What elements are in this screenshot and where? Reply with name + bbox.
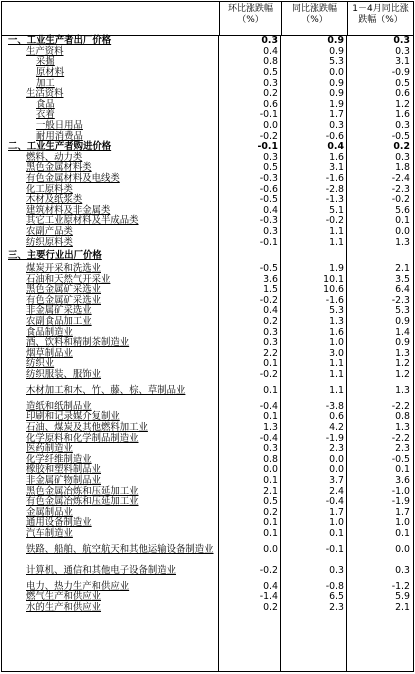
row-yoy-value: 0.0 bbox=[329, 464, 344, 476]
row-label: 非金属矿采选业 bbox=[26, 305, 92, 317]
row-mom-value: 0.3 bbox=[263, 326, 278, 338]
row-ytd-value: 0.5 bbox=[395, 77, 410, 89]
section-row bbox=[2, 142, 413, 153]
row-label: 计算机、通信和其他电子设备制造业 bbox=[26, 564, 177, 576]
row-mom-value: 0.1 bbox=[263, 384, 278, 396]
row-ytd-value: 2.1 bbox=[395, 602, 410, 614]
row-ytd-value: 0.9 bbox=[395, 316, 410, 328]
row-yoy-value: 0.6 bbox=[329, 411, 344, 423]
row-yoy-value: 0.9 bbox=[329, 45, 344, 57]
row-yoy-value: -3.8 bbox=[325, 400, 344, 412]
row-ytd-value: 0.0 bbox=[395, 543, 410, 555]
row-yoy-value: -1.9 bbox=[325, 432, 344, 444]
row-yoy-value: 6.5 bbox=[329, 591, 344, 603]
row-yoy-value: 1.6 bbox=[329, 326, 344, 338]
row-yoy-value: -2.8 bbox=[325, 183, 344, 195]
row-yoy-value: 1.9 bbox=[329, 263, 344, 275]
row-label: 一般日用品 bbox=[36, 120, 83, 132]
row-mom-value: 0.5 bbox=[263, 496, 278, 508]
table-row bbox=[2, 529, 413, 540]
table-row bbox=[2, 121, 413, 132]
row-label: 汽车制造业 bbox=[26, 527, 73, 539]
row-yoy-value: 4.2 bbox=[329, 421, 344, 433]
row-label: 加工 bbox=[36, 77, 55, 89]
row-yoy-value: -0.6 bbox=[325, 130, 344, 142]
row-mom-value: -0.2 bbox=[259, 369, 278, 380]
row-yoy-value: -0.1 bbox=[325, 543, 344, 555]
row-ytd-value: -2.2 bbox=[391, 400, 410, 412]
row-yoy-value: 10.1 bbox=[323, 273, 344, 285]
row-mom-value: 0.4 bbox=[263, 204, 278, 216]
row-mom-value: -0.3 bbox=[259, 173, 278, 185]
row-mom-value: 0.0 bbox=[263, 464, 278, 476]
row-mom-value: 0.3 bbox=[263, 225, 278, 237]
row-label: 造纸和纸制品业 bbox=[26, 400, 92, 412]
row-mom-value: 0.2 bbox=[263, 602, 278, 614]
row-mom-value: -0.1 bbox=[259, 236, 278, 248]
section-row bbox=[2, 248, 413, 264]
row-mom-value: 0.5 bbox=[263, 162, 278, 174]
row-label: 燃料、动力类 bbox=[26, 151, 83, 163]
row-yoy-value: 5.1 bbox=[329, 204, 344, 216]
row-yoy-value: 0.9 bbox=[327, 35, 344, 47]
row-ytd-value: 3.6 bbox=[395, 474, 410, 486]
row-yoy-value: 0.3 bbox=[329, 120, 344, 132]
row-label: 食品 bbox=[36, 98, 55, 110]
row-ytd-value: 0.1 bbox=[395, 527, 410, 539]
row-label: 烟草制品业 bbox=[26, 347, 73, 359]
header-blank-cell bbox=[2, 2, 219, 35]
row-yoy-value: -1.3 bbox=[325, 194, 344, 206]
row-ytd-value: -2.4 bbox=[391, 173, 410, 185]
table-row bbox=[2, 285, 413, 296]
row-yoy-value: -0.4 bbox=[325, 496, 344, 508]
row-label: 农副产品类 bbox=[26, 225, 73, 237]
row-ytd-value: -1.0 bbox=[391, 485, 410, 497]
row-ytd-value: 5.3 bbox=[395, 305, 410, 317]
row-yoy-value: 5.3 bbox=[329, 305, 344, 317]
row-yoy-value: -0.8 bbox=[325, 580, 344, 592]
row-mom-value: 2.2 bbox=[263, 347, 278, 359]
row-mom-value: -0.5 bbox=[259, 263, 278, 275]
row-yoy-value: 1.9 bbox=[329, 98, 344, 110]
table-row bbox=[2, 317, 413, 328]
row-mom-value: 1.5 bbox=[263, 284, 278, 296]
row-mom-value: -0.2 bbox=[259, 130, 278, 142]
row-ytd-value: 0.3 bbox=[395, 151, 410, 163]
row-label: 黑色金属材料类 bbox=[26, 162, 92, 174]
row-ytd-value: 0.2 bbox=[393, 141, 410, 153]
row-ytd-value: 1.4 bbox=[395, 326, 410, 338]
price-index-table bbox=[1, 1, 414, 672]
row-label: 化学原料和化学制品制造业 bbox=[26, 432, 139, 444]
row-label: 生产资料 bbox=[26, 45, 64, 57]
row-ytd-value: 1.6 bbox=[395, 109, 410, 121]
row-label: 橡胶和塑料制品业 bbox=[26, 464, 102, 476]
row-ytd-value: 0.3 bbox=[395, 45, 410, 57]
row-ytd-value: 0.9 bbox=[395, 337, 410, 349]
row-ytd-value: 1.2 bbox=[395, 98, 410, 110]
row-label: 医药制造业 bbox=[26, 443, 73, 455]
row-label: 水的生产和供应业 bbox=[26, 602, 102, 614]
row-yoy-value: -1.6 bbox=[325, 173, 344, 185]
row-mom-value: 0.0 bbox=[263, 120, 278, 132]
row-ytd-value: -1.9 bbox=[391, 496, 410, 508]
row-mom-value: -0.6 bbox=[259, 183, 278, 195]
row-ytd-value: 1.3 bbox=[395, 236, 410, 248]
row-ytd-value: 1.3 bbox=[395, 347, 410, 359]
row-mom-value: 0.2 bbox=[263, 88, 278, 100]
table-row bbox=[2, 174, 413, 185]
row-yoy-value: 1.7 bbox=[329, 109, 344, 121]
row-ytd-value: 1.8 bbox=[395, 162, 410, 174]
row-label: 农副食品加工业 bbox=[26, 316, 92, 328]
section-row bbox=[2, 36, 413, 47]
row-yoy-value: 0.3 bbox=[329, 564, 344, 576]
table-row bbox=[2, 195, 413, 206]
row-ytd-value: 2.1 bbox=[395, 263, 410, 275]
row-label: 食品制造业 bbox=[26, 326, 73, 338]
row-ytd-value: 0.1 bbox=[395, 464, 410, 476]
row-mom-value: -0.5 bbox=[259, 194, 278, 206]
row-label: 金属制品业 bbox=[26, 506, 73, 518]
row-ytd-value: -0.2 bbox=[391, 194, 410, 206]
row-yoy-value: 1.3 bbox=[329, 316, 344, 328]
row-mom-value: -0.4 bbox=[259, 432, 278, 444]
row-ytd-value: 3.5 bbox=[395, 273, 410, 285]
table-row bbox=[2, 349, 413, 360]
row-mom-value: 0.4 bbox=[263, 45, 278, 57]
table-row bbox=[2, 100, 413, 111]
row-label: 燃气生产和供应业 bbox=[26, 591, 102, 603]
row-ytd-value: 5.6 bbox=[395, 204, 410, 216]
row-label: 煤炭开采和洗选业 bbox=[26, 263, 102, 275]
row-ytd-value: -2.3 bbox=[391, 294, 410, 306]
table-row bbox=[2, 370, 413, 381]
row-label: 化学纤维制造业 bbox=[26, 453, 92, 465]
row-label: 三、主要行业出厂价格 bbox=[8, 249, 102, 261]
row-ytd-value: 0.0 bbox=[395, 225, 410, 237]
header-ytd: 1－4月同比涨跌幅（%） bbox=[347, 2, 413, 35]
row-mom-value: 3.6 bbox=[263, 273, 278, 285]
row-label: 非金属矿物制品业 bbox=[26, 474, 102, 486]
row-ytd-value: 0.6 bbox=[395, 88, 410, 100]
row-mom-value: 0.3 bbox=[261, 35, 278, 47]
row-yoy-value: 0.4 bbox=[327, 141, 344, 153]
row-yoy-value: 0.1 bbox=[329, 527, 344, 539]
row-ytd-value: 0.8 bbox=[395, 411, 410, 423]
row-mom-value: -0.2 bbox=[259, 294, 278, 306]
row-yoy-value: 0.0 bbox=[329, 453, 344, 465]
table-row bbox=[2, 380, 413, 401]
row-mom-value: 2.1 bbox=[263, 485, 278, 497]
row-label: 石油、煤炭及其他燃料加工业 bbox=[26, 421, 148, 433]
row-label: 铁路、船舶、航空航天和其他运输设备制造业 bbox=[26, 543, 214, 555]
row-mom-value: 0.3 bbox=[263, 151, 278, 163]
row-label: 木材加工和木、竹、藤、棕、草制品业 bbox=[26, 384, 186, 396]
row-ytd-value: -0.5 bbox=[391, 453, 410, 465]
row-ytd-value: -2.3 bbox=[391, 183, 410, 195]
row-label: 电力、热力生产和供应业 bbox=[26, 580, 130, 592]
table-row bbox=[2, 89, 413, 100]
row-yoy-value: 1.6 bbox=[329, 151, 344, 163]
row-mom-value: -0.3 bbox=[259, 215, 278, 227]
row-mom-value: 0.1 bbox=[263, 358, 278, 370]
table-row bbox=[2, 539, 413, 560]
row-label: 耐用消费品 bbox=[36, 130, 83, 142]
row-ytd-value: 1.2 bbox=[395, 369, 410, 380]
row-label: 有色金属矿采选业 bbox=[26, 294, 102, 306]
row-ytd-value: 5.9 bbox=[395, 591, 410, 603]
row-yoy-value: 1.1 bbox=[329, 358, 344, 370]
row-yoy-value: 2.4 bbox=[329, 485, 344, 497]
row-ytd-value: 6.4 bbox=[395, 284, 410, 296]
row-yoy-value: -1.6 bbox=[325, 294, 344, 306]
row-label: 建筑材料及非金属类 bbox=[26, 204, 111, 216]
row-label: 衣着 bbox=[36, 109, 55, 121]
table-row bbox=[2, 47, 413, 58]
row-ytd-value: 0.3 bbox=[395, 564, 410, 576]
row-label: 一、工业生产者出厂价格 bbox=[8, 35, 112, 47]
row-ytd-value: 1.0 bbox=[395, 517, 410, 529]
row-yoy-value: 10.6 bbox=[323, 284, 344, 296]
row-mom-value: 0.3 bbox=[263, 337, 278, 349]
row-label: 黑色金属冶炼和压延加工业 bbox=[26, 485, 139, 497]
table-row bbox=[2, 444, 413, 455]
row-label: 有色金属材料及电线类 bbox=[26, 173, 120, 185]
row-mom-value: 0.3 bbox=[263, 443, 278, 455]
row-ytd-value: 1.3 bbox=[395, 384, 410, 396]
row-yoy-value: 3.7 bbox=[329, 474, 344, 486]
row-ytd-value: 0.1 bbox=[395, 215, 410, 227]
row-mom-value: 0.2 bbox=[263, 316, 278, 328]
row-mom-value: 0.2 bbox=[263, 506, 278, 518]
row-mom-value: 0.0 bbox=[263, 543, 278, 555]
row-mom-value: 0.3 bbox=[263, 77, 278, 89]
row-mom-value: 0.1 bbox=[263, 527, 278, 539]
row-yoy-value: 0.9 bbox=[329, 88, 344, 100]
row-yoy-value: 0.0 bbox=[329, 67, 344, 79]
row-ytd-value: -2.2 bbox=[391, 432, 410, 444]
table-row bbox=[2, 603, 413, 614]
row-label: 纺织业 bbox=[26, 358, 55, 370]
row-yoy-value: 3.1 bbox=[329, 162, 344, 174]
row-ytd-value: 1.2 bbox=[395, 358, 410, 370]
row-yoy-value: 1.1 bbox=[329, 225, 344, 237]
row-mom-value: 0.1 bbox=[263, 474, 278, 486]
row-mom-value: 1.3 bbox=[263, 421, 278, 433]
row-label: 通用设备制造业 bbox=[26, 517, 92, 529]
row-label: 二、工业生产者购进价格 bbox=[8, 141, 112, 153]
row-label: 其它工业原材料及半成品类 bbox=[26, 215, 139, 227]
row-ytd-value: -0.9 bbox=[391, 67, 410, 79]
table-body bbox=[2, 36, 413, 672]
row-ytd-value: 3.1 bbox=[395, 56, 410, 68]
table-row bbox=[2, 423, 413, 434]
row-mom-value: 0.1 bbox=[263, 411, 278, 423]
row-ytd-value: -0.5 bbox=[391, 130, 410, 142]
row-ytd-value: 2.3 bbox=[395, 443, 410, 455]
row-yoy-value: 2.3 bbox=[329, 602, 344, 614]
row-label: 木材及纸浆类 bbox=[26, 194, 83, 206]
row-yoy-value: 1.0 bbox=[329, 337, 344, 349]
row-mom-value: -0.1 bbox=[259, 109, 278, 121]
table-row bbox=[2, 560, 413, 581]
row-ytd-value: 0.3 bbox=[393, 35, 410, 47]
row-ytd-value: -1.2 bbox=[391, 580, 410, 592]
row-yoy-value: 5.3 bbox=[329, 56, 344, 68]
row-mom-value: 0.6 bbox=[263, 98, 278, 110]
row-yoy-value: 1.0 bbox=[329, 517, 344, 529]
row-yoy-value: 3.0 bbox=[329, 347, 344, 359]
table-row bbox=[2, 264, 413, 275]
table-row bbox=[2, 476, 413, 487]
row-mom-value: -1.4 bbox=[259, 591, 278, 603]
row-yoy-value: 0.9 bbox=[329, 77, 344, 89]
row-mom-value: -0.4 bbox=[259, 400, 278, 412]
row-yoy-value: 1.1 bbox=[329, 369, 344, 380]
row-mom-value: -0.1 bbox=[257, 141, 278, 153]
table-header bbox=[2, 2, 413, 36]
table-row bbox=[2, 227, 413, 238]
row-mom-value: 0.1 bbox=[263, 517, 278, 529]
row-yoy-value: 2.3 bbox=[329, 443, 344, 455]
row-mom-value: 0.8 bbox=[263, 453, 278, 465]
row-label: 化工原料类 bbox=[26, 183, 73, 195]
row-label: 原材料 bbox=[36, 67, 65, 79]
row-ytd-value: 0.3 bbox=[395, 120, 410, 132]
row-label: 采掘 bbox=[36, 56, 55, 68]
row-label: 酒、饮料和精制茶制造业 bbox=[26, 337, 130, 349]
table-row bbox=[2, 338, 413, 349]
row-label: 纺织原料类 bbox=[26, 236, 73, 248]
header-mom: 环比涨跌幅（%） bbox=[219, 2, 281, 35]
row-label: 印刷和记录媒介复制业 bbox=[26, 411, 120, 423]
table-row bbox=[2, 497, 413, 508]
row-yoy-value: 1.7 bbox=[329, 506, 344, 518]
row-yoy-value: -0.2 bbox=[325, 215, 344, 227]
row-label: 有色金属冶炼和压延加工业 bbox=[26, 496, 139, 508]
row-yoy-value: 1.1 bbox=[329, 236, 344, 248]
table-row bbox=[2, 68, 413, 79]
row-label: 生活资料 bbox=[26, 88, 64, 100]
row-mom-value: 0.8 bbox=[263, 56, 278, 68]
row-mom-value: 0.4 bbox=[263, 305, 278, 317]
row-yoy-value: 1.1 bbox=[329, 384, 344, 396]
row-label: 黑色金属矿采选业 bbox=[26, 284, 102, 296]
row-ytd-value: 1.3 bbox=[395, 421, 410, 433]
row-label: 纺织服装、服饰业 bbox=[26, 369, 102, 380]
row-mom-value: 0.4 bbox=[263, 580, 278, 592]
row-ytd-value: 1.7 bbox=[395, 506, 410, 518]
row-label: 石油和天然气开采业 bbox=[26, 273, 111, 285]
header-yoy: 同比涨跌幅（%） bbox=[281, 2, 347, 35]
row-mom-value: 0.5 bbox=[263, 67, 278, 79]
row-mom-value: -0.2 bbox=[259, 564, 278, 576]
table-row bbox=[2, 237, 413, 248]
